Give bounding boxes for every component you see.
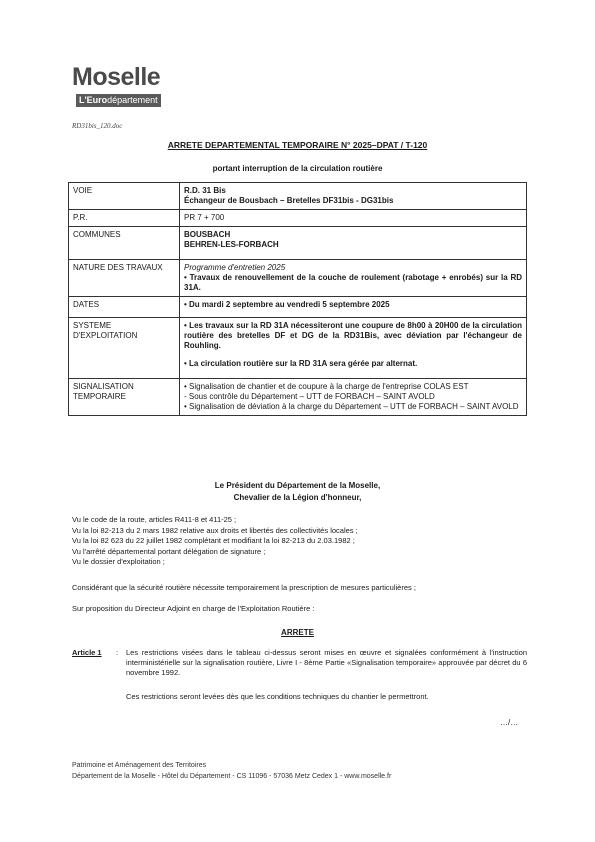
list-item: Vu la loi 82 623 du 22 juillet 1982 complétant et modifiant la loi 82-213 du 2.03.1982 ;	[72, 536, 355, 545]
article-label: Article 1	[72, 648, 102, 657]
table-row-voie	[69, 183, 527, 210]
row-value: • Du mardi 2 septembre au vendredi 5 septembre 2025	[180, 297, 527, 318]
restrictions-table	[68, 182, 527, 416]
row-label: COMMUNES	[69, 227, 180, 260]
row-value: PR 7 + 700	[180, 210, 527, 227]
considerant-text: Considérant que la sécurité routière nécessite temporairement la prescription de mesures particulières ;	[72, 583, 416, 592]
table-row-dates	[69, 297, 527, 318]
document-subtitle: portant interruption de la circulation routière	[212, 164, 383, 173]
article-1: Article 1 : Les restrictions visées dans le tableau ci-dessus seront mises en œuvre et signalées conformément à l'instruction interministérielle sur la signalisation routière, Livre I - 8ème Partie «Signalisation temporaire» approuvée par décret du 6 novembre 1992. Ces restrictions seront levées dès que les conditions techniques du chantier le permettront.	[72, 648, 527, 701]
table-row-nature	[69, 260, 527, 297]
footer-department: Patrimoine et Aménagement des Territoires	[72, 762, 207, 769]
list-item: Vu l'arrêté départemental portant délégation de signature ;	[72, 546, 266, 556]
article-text-2: Ces restrictions seront levées dès que les conditions techniques du chantier le permettront.	[126, 692, 429, 701]
continuation-mark: …/…	[500, 718, 519, 727]
row-label: SYSTEME D'EXPLOITATION	[69, 318, 180, 379]
table-row-pr	[69, 210, 527, 227]
logo-tagline: L'Eurodépartement	[76, 94, 161, 107]
document-title: ARRETE DEPARTEMENTAL TEMPORAIRE N° 2025–DPAT / T-120	[167, 140, 428, 150]
row-value: • Les travaux sur la RD 31A nécessiteront une coupure de 8h00 à 20H00 de la circulation routière des bretelles DF et DG de la RD31Bis, avec déviation par l'échangeur de Rouhling. • La circulation routière sur la RD 31A sera gérée par alternat.	[180, 318, 527, 379]
list-item: Vu le dossier d'exploitation ;	[72, 557, 165, 566]
row-value: BOUSBACH BEHREN-LES-FORBACH	[180, 227, 527, 260]
logo-wordmark: Moselle	[72, 63, 161, 91]
arrete-heading: ARRETE	[281, 628, 314, 637]
list-item: Vu le code de la route, articles R411-8 et 411-25 ;	[72, 515, 237, 524]
row-value: R.D. 31 Bis Échangeur de Bousbach – Bretelles DF31bis - DG31bis	[180, 183, 527, 210]
row-label: VOIE	[69, 183, 180, 210]
row-value: • Signalisation de chantier et de coupure à la charge de l'entreprise COLAS EST - Sous contrôle du Département – UTT de FORBACH – SAINT AVOLD • Signalisation de déviation à la charge du Département – UTT de FORBACH – SAINT AVOLD	[180, 379, 527, 416]
article-text: Les restrictions visées dans le tableau ci-dessus seront mises en œuvre et signalées conformément à l'instruction interministérielle sur la signalisation routière, Livre I - 8ème Partie «Signalisation temporaire» approuvée par décret du 6 novembre 1992.	[126, 648, 527, 677]
visas-list	[72, 515, 358, 568]
footer-address: Département de la Moselle - Hôtel du Département - CS 11096 - 57036 Metz Cedex 1 - www.moselle.fr	[72, 773, 392, 780]
row-label: SIGNALISATION TEMPORAIRE	[69, 379, 180, 416]
moselle-logo	[72, 64, 172, 108]
row-label: DATES	[69, 297, 180, 318]
table-row-systeme	[69, 318, 527, 379]
row-label: P.R.	[69, 210, 180, 227]
table-row-communes	[69, 227, 527, 260]
row-label: NATURE DES TRAVAUX	[69, 260, 180, 297]
row-value: Programme d'entretien 2025 • Travaux de renouvellement de la couche de roulement (rabotage + enrobés) sur la RD 31A.	[180, 260, 527, 297]
president-heading: Le Président du Département de la Moselle, Chevalier de la Légion d'honneur,	[214, 481, 381, 502]
table-row-signalisation	[69, 379, 527, 416]
list-item: Vu la loi 82-213 du 2 mars 1982 relative aux droits et libertés des collectivités locales ;	[72, 525, 358, 535]
proposition-text: Sur proposition du Directeur Adjoint en charge de l'Exploitation Routière :	[72, 604, 315, 613]
document-reference: RD31bis_120.doc	[72, 122, 123, 130]
footer	[72, 760, 391, 782]
